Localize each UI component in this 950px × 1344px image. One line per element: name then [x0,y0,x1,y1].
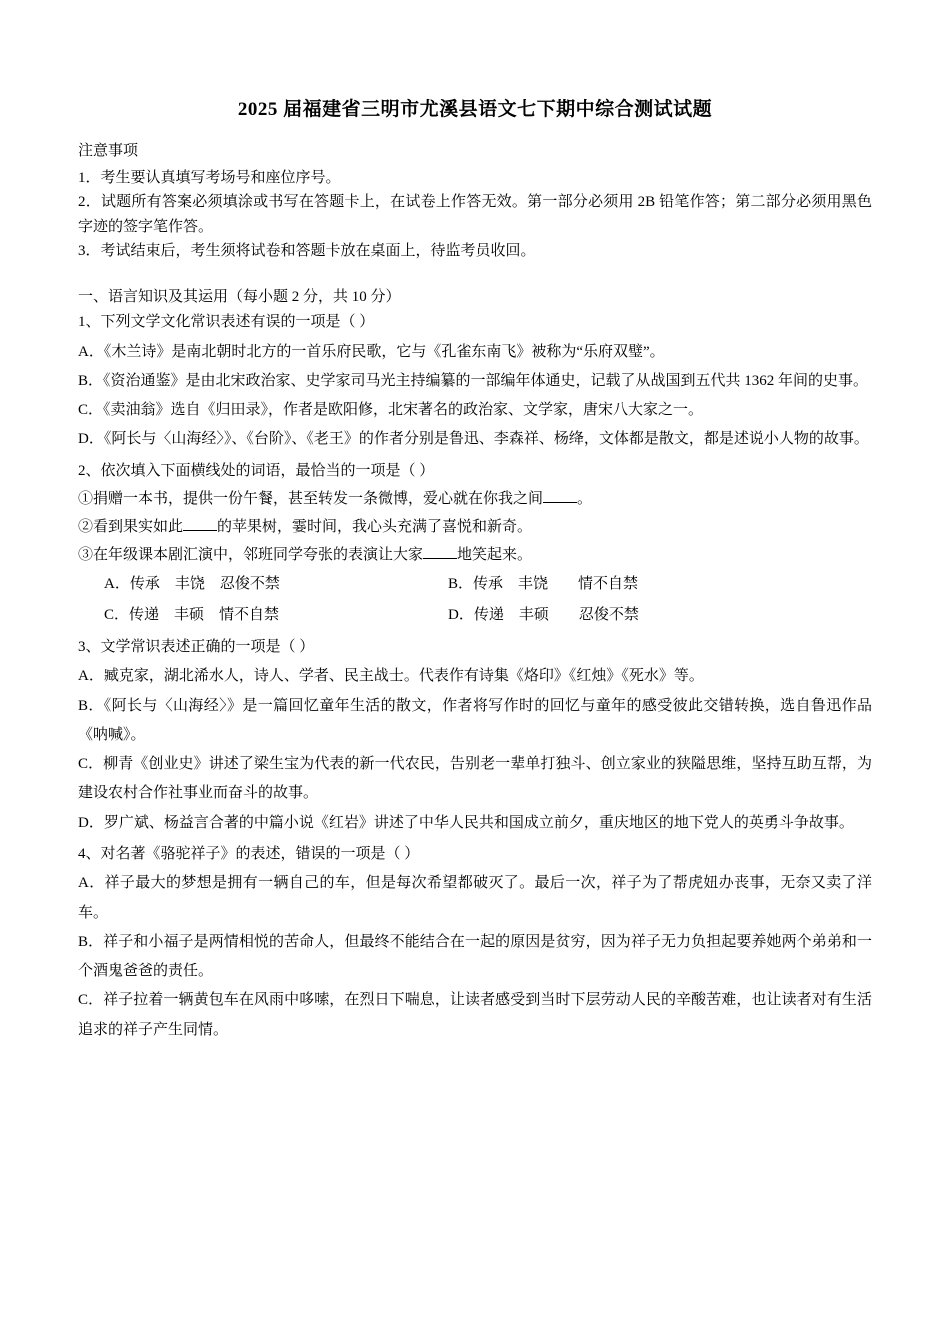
question-2-choice-d-text: 传递 丰硕 忍俊不禁 [473,607,639,624]
blank-underline-3 [423,558,457,559]
question-2-item-1 [78,486,872,514]
question-1-stem: 1、下列文学文化常识表述有误的一项是（ ） [78,314,375,331]
question-3-stem: 3、文学常识表述正确的一项是（ ） [78,638,315,655]
question-2-choice-c [78,600,408,631]
question-2-item-3 [78,542,872,570]
notice-line-3: 3．考试结束后，考生须将试卷和答题卡放在桌面上，待监考员收回。 [78,242,536,259]
question-2-choice-d [408,600,872,631]
question-3-option-d: D．罗广斌、杨益言合著的中篇小说《红岩》讲述了中华人民共和国成立前夕，重庆地区的地下党人的英勇斗争故事。 [78,814,854,831]
blank-underline-1 [543,502,577,503]
question-3-option-a: A．臧克家，湖北浠水人，诗人、学者、民主战士。代表作有诗集《烙印》《红烛》《死水》等。 [78,668,704,685]
question-2-item-2-text: ②看到果实如此 [78,518,184,535]
question-2-item-1-tail: 。 [577,491,593,508]
question-2-stem: 2、依次填入下面横线处的词语，最恰当的一项是（ ） [78,462,435,479]
question-2-choice-d-label: D． [448,607,474,624]
question-1-option-a: A．《木兰诗》是南北朝时北方的一首乐府民歌，它与《孔雀东南飞》被称为“乐府双璧”。 [78,343,665,360]
question-2-choice-row-1 [78,569,872,600]
question-4-stem: 4、对名著《骆驼祥子》的表述，错误的一项是（ ） [78,845,420,862]
question-2-choice-a-text: 传承 丰饶 忍俊不禁 [129,576,280,593]
question-2-item-1-text: ①捐赠一本书，提供一份午餐，甚至转发一条微博，爱心就在你我之间 [78,491,544,508]
question-2-choice-b [408,569,872,600]
question-1-option-d: D．《阿长与〈山海经〉》、《台阶》、《老王》的作者分别是鲁迅、李森祥、杨绛，文体都是散文，都是述说小人物的故事。 [78,431,869,448]
question-3-option-b: B．《阿长与〈山海经〉》是一篇回忆童年生活的散文，作者将写作时的回忆与童年的感受彼此交错转换，选自鲁迅作品《呐喊》。 [78,697,872,743]
question-2-choice-a [78,569,408,600]
blank-underline-2 [183,530,217,531]
question-4-option-c: C．祥子拉着一辆黄包车在风雨中哆嗦，在烈日下喘息，让读者感受到当时下层劳动人民的辛酸苦难，也让读者对有生活追求的祥子产生同情。 [78,992,872,1038]
notice-heading: 注意事项 [78,143,139,159]
notice-line-2: 2．试题所有答案必须填涂或书写在答题卡上，在试卷上作答无效。第一部分必须用 2B 铅笔作答；第二部分必须用黑色字迹的签字笔作答。 [78,194,872,235]
notice-line-1: 1．考生要认真填写考场号和座位序号。 [78,170,341,186]
question-4-option-b: B．祥子和小福子是两情相悦的苦命人，但最终不能结合在一起的原因是贫穷，因为祥子无力负担起要养她两个弟弟和一个酒鬼爸爸的责任。 [78,933,872,980]
question-3-option-c: C．柳青《创业史》讲述了梁生宝为代表的新一代农民，告别老一辈单打独斗、创立家业的狭隘思维，坚持互助互帮，为建设农村合作社事业而奋斗的故事。 [78,756,872,802]
question-1-option-b: B．《资治通鉴》是由北宋政治家、史学家司马光主持编纂的一部编年体通史，记载了从战国到五代共 1362 年间的史事。 [78,372,869,389]
question-4-option-a: A．祥子最大的梦想是拥有一辆自己的车，但是每次希望都破灭了。最后一次，祥子为了帮虎妞办丧事，无奈又卖了洋车。 [78,875,872,921]
question-2-choice-b-label: B． [448,576,474,593]
question-2-choice-a-label: A． [104,576,130,593]
question-2-choice-b-text: 传承 丰饶 情不自禁 [473,576,639,593]
question-2-item-2-tail: 的苹果树，霎时间，我心头充满了喜悦和新奇。 [217,518,533,535]
page-title: 2025 届福建省三明市尤溪县语文七下期中综合测试试题 [237,99,713,120]
question-2-choice-c-text: 传递 丰硕 情不自禁 [129,607,280,624]
question-2-choice-c-label: C． [104,607,130,624]
section-heading-1: 一、语言知识及其运用（每小题 2 分，共 10 分） [78,289,401,306]
question-2-choice-row-2 [78,600,872,631]
question-2-item-3-text: ③在年级课本剧汇演中，邻班同学夸张的表演让大家 [78,546,424,563]
question-1-option-c: C．《卖油翁》选自《归田录》，作者是欧阳修，北宋著名的政治家、文学家，唐宋八大家之一。 [78,402,704,419]
question-2-item-3-tail: 地笑起来。 [457,546,533,563]
question-2-item-2 [78,514,872,542]
